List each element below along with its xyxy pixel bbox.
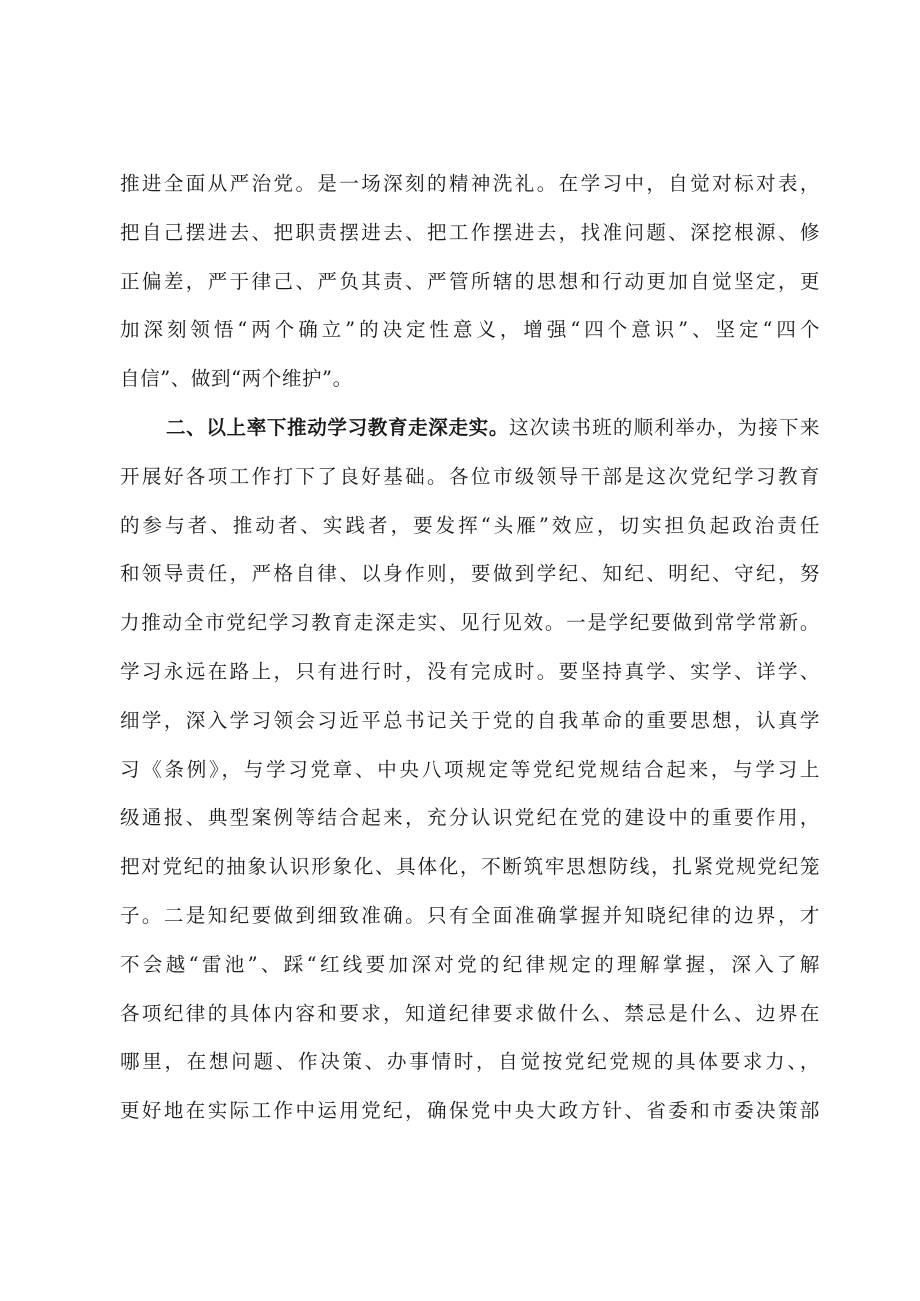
paragraph-line: 细学，深入学习领会习近平总书记关于党的自我革命的重要思想，认真学 <box>120 708 820 732</box>
paragraph-line: 学习永远在路上，只有进行时，没有完成时。要坚持真学、实学、详学、 <box>120 659 820 683</box>
paragraph-line: 推进全面从严治党。是一场深刻的精神洗礼。在学习中，自觉对标对表， <box>120 172 820 195</box>
body-text <box>120 160 820 1136</box>
section-intro-text: 这次读书班的顺利举办，为接下来 <box>509 415 820 439</box>
paragraph-line: 开展好各项工作打下了良好基础。各位市级领导干部是这次党纪学习教育 <box>120 464 820 488</box>
paragraph-line: 哪里，在想问题、作决策、办事情时，自觉按党纪党规的具体要求力、， <box>120 1050 820 1074</box>
paragraph-line: 子。二是知纪要做到细致准确。只有全面准确掌握并知晓纪律的边界，才 <box>120 903 820 927</box>
paragraph-line: 的参与者、推动者、实践者，要发挥“头雁”效应，切实担负起政治责任 <box>120 513 820 537</box>
paragraph-line: 习《条例》，与学习党章、中央八项规定等党纪党规结合起来，与学习上 <box>120 757 820 781</box>
paragraph-line: 加深刻领悟“两个确立”的决定性意义，增强“四个意识”、坚定“四个 <box>120 318 820 342</box>
paragraph-line: 把对党纪的抽象认识形象化、具体化，不断筑牢思想防线，扎紧党规党纪笼 <box>120 855 820 879</box>
section-heading: 二、以上率下推动学习教育走深走实。 <box>166 415 509 439</box>
paragraph-line: 把自己摆进去、把职责摆进去、把工作摆进去，找准问题、深挖根源、修 <box>120 220 820 244</box>
section-heading-line <box>120 404 820 453</box>
paragraph-line: 各项纪律的具体内容和要求，知道纪律要求做什么、禁忌是什么、边界在 <box>120 1001 820 1025</box>
paragraph-line: 力推动全市党纪学习教育走深走实、见行见效。一是学纪要做到常学常新。 <box>120 611 820 635</box>
paragraph-line: 不会越“雷池”、踩“红线要加深对党的纪律规定的理解掌握，深入了解 <box>120 952 820 976</box>
paragraph-line: 级通报、典型案例等结合起来，充分认识党纪在党的建设中的重要作用， <box>120 806 820 830</box>
paragraph-line: 正偏差，严于律己、严负其责、严管所辖的思想和行动更加自觉坚定，更 <box>120 269 820 293</box>
paragraph-line: 和领导责任，严格自律、以身作则，要做到学纪、知纪、明纪、守纪，努 <box>120 562 820 586</box>
paragraph-line: 更好地在实际工作中运用党纪，确保党中央大政方针、省委和市委决策部 <box>120 1099 820 1123</box>
paragraph-line: 自信”、做到“两个维护”。 <box>120 367 353 391</box>
